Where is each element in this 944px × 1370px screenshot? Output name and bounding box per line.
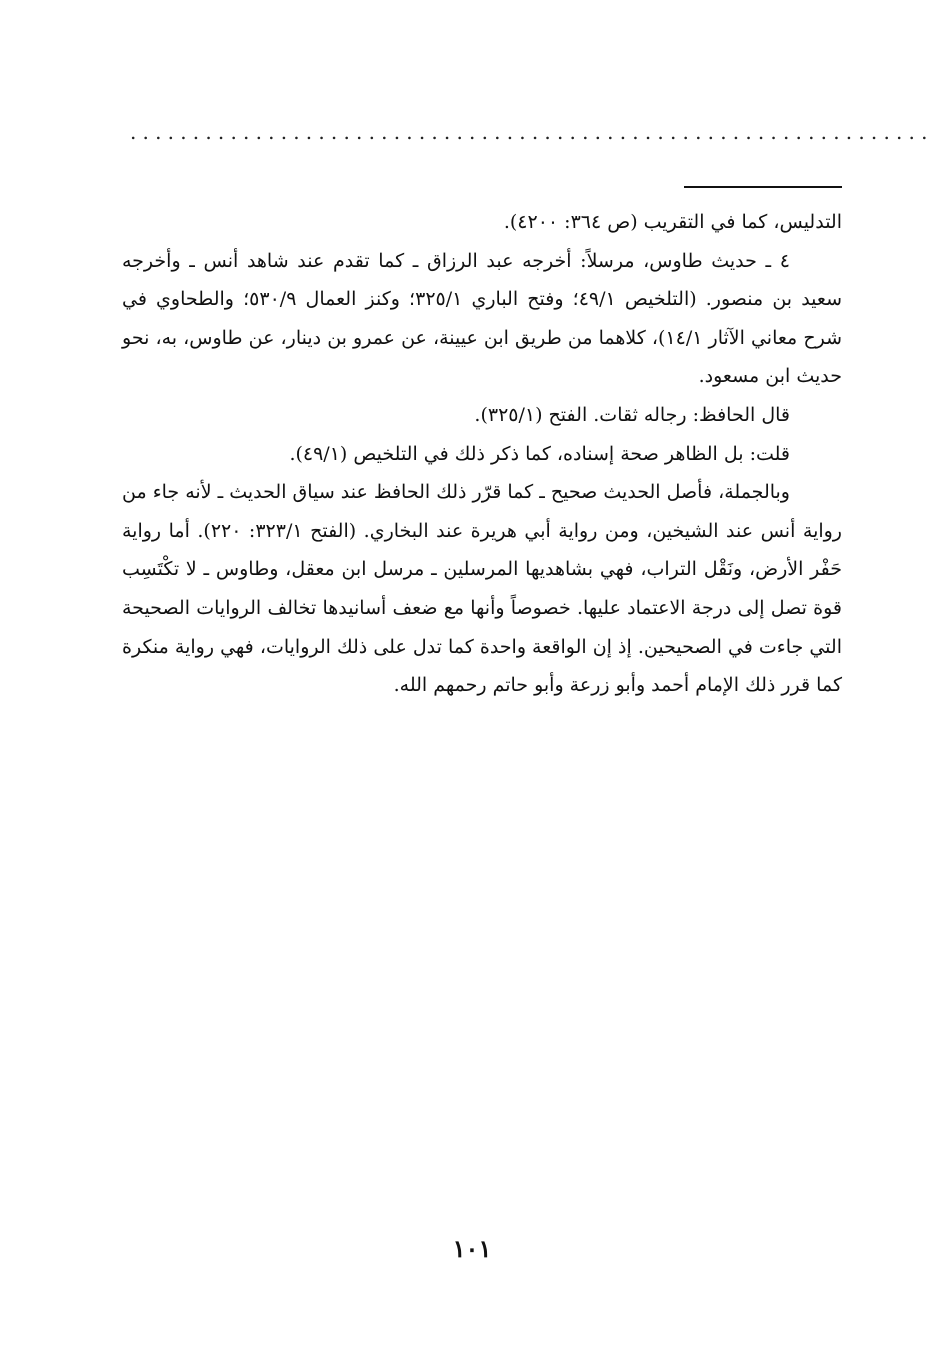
footnote-text <box>122 203 842 705</box>
paragraph-tawus-hadith: ٤ ـ حديث طاوس، مرسلاً: أخرجه عبد الرزاق ـ كما تقدم عند شاهد أنس ـ وأخرجه سعيد بن منصور. (التلخيص ٤٩/١؛ وفتح الباري ٣٢٥/١؛ وكنز العمال ٥٣٠/٩؛ والطحاوي في شرح معاني الآثار ١٤/١)، كلاهما من طريق ابن عيينة، عن عمرو بن دينار، عن طاوس، به، نحو حديث ابن مسعود. <box>122 249 842 388</box>
paragraph-author-opinion: قلت: بل الظاهر صحة إسناده، كما ذكر ذلك في التلخيص (٤٩/١). <box>289 442 790 465</box>
footnote-rule <box>684 186 842 188</box>
separator-dots: ................................................................ <box>130 120 934 144</box>
paragraph-continuation: التدليس، كما في التقريب (ص ٣٦٤: ٤٢٠٠). <box>503 211 842 233</box>
paragraph-hafiz-statement: قال الحافظ: رجاله ثقات. الفتح (٣٢٥/١). <box>474 403 790 426</box>
page-number: ١٠١ <box>452 1234 492 1263</box>
paragraph-conclusion: وبالجملة، فأصل الحديث صحيح ـ كما قرّر ذلك الحافظ عند سياق الحديث ـ لأنه جاء من رواية أنس عند الشيخين، ومن رواية أبي هريرة عند البخاري. (الفتح ٣٢٣/١: ٢٢٠). أما رواية حَفْر الأرض، ونَقْل التراب، فهي بشاهديها المرسلين ـ مرسل ابن معقل، وطاوس ـ لا تكْتَسِب قوة تصل إلى درجة الاعتماد عليها. خصوصاً وأنها مع ضعف أسانيدها تخالف الروايات الصحيحة التي جاءت في الصحيحين. إذ إن الواقعة واحدة كما تدل على ذلك الروايات، فهي رواية منكرة كما قرر ذلك الإمام أحمد وأبو زرعة وأبو حاتم رحمهم الله. <box>122 481 842 697</box>
